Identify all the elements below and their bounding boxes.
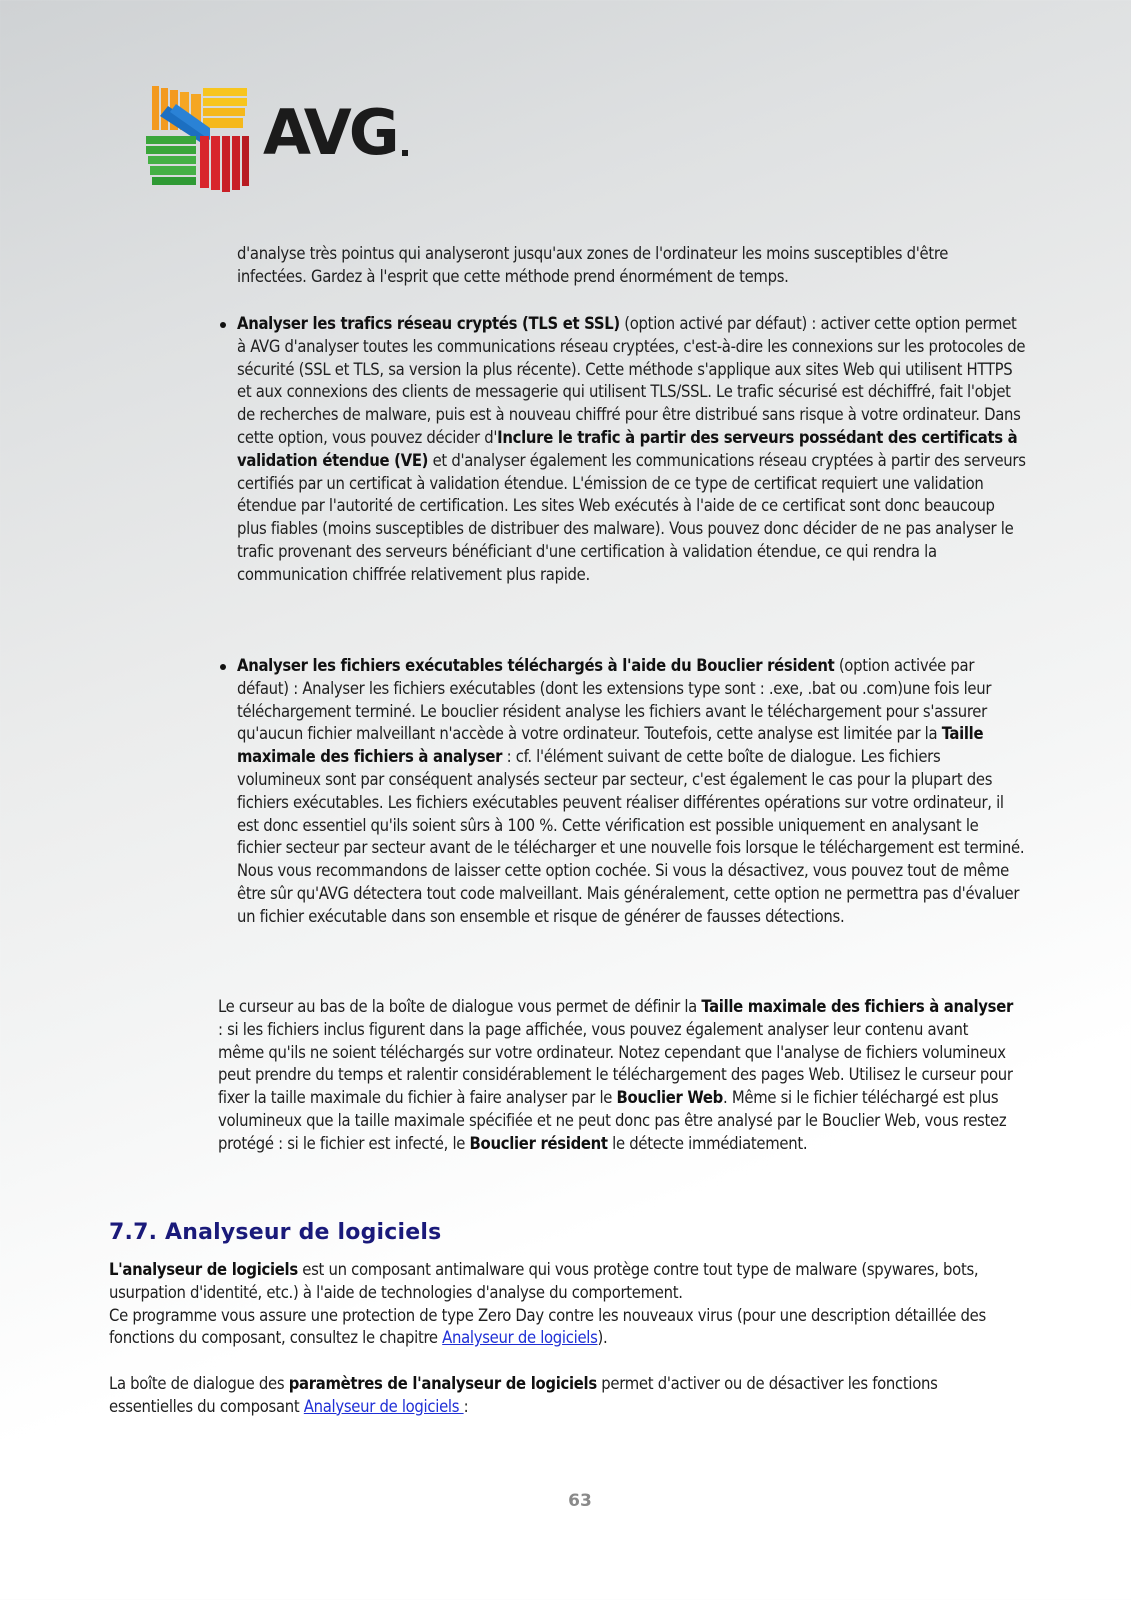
slider-paragraph-max-size: Taille maximale des fichiers à analyser xyxy=(701,997,1013,1016)
slider-paragraph xyxy=(218,996,1018,1156)
bullet-executables-text-c: : cf. l'élément suivant de cette boîte de dialogue. Les fichiers volumineux sont par conséquent analysés secteur par secteur, c'est également le cas pour la plupart des fichiers exécutables. Les fichiers exécutables peuvent réaliser différentes opérations sur votre ordinateur, il est donc essentiel qu'ils soient sûrs à 100 %. Cette vérification est possible uniquement en analysant le fichier secteur par secteur avant de le télécharger et une nouvelle fois lorsque le téléchargement est terminé. Nous vous recommandons de laisser cette option cochée. Si vous la désactivez, vous pouvez tout de même être sûr qu'AVG détectera tout code malveillant. Mais généralement, cette option ne permettra pas d'évaluer un fichier exécutable dans son ensemble et risque de générer de fausses détections. xyxy=(237,747,1025,926)
slider-paragraph-web-shield: Bouclier Web xyxy=(616,1088,724,1108)
logo-registered-mark xyxy=(402,150,408,156)
bullet-executables-text-a: (option activée par défaut) : Analyser les fichiers exécutables (dont les extensions type sont : .exe, .bat ou .com)une fois leur téléchargement terminé. Le bouclier résident analyse les fichiers avant le téléchargement pour s'assurer qu'aucun fichier malveillant n'accède à votre ordinateur. Toutefois, cette analyse est limitée par la xyxy=(237,656,992,744)
section-settings-paragraph xyxy=(109,1373,1019,1419)
bullet-tls-ssl-text-c: et d'analyser également les communications réseau cryptées à partir des serveurs certifiés par un certificat à validation étendue. L'émission de ce type de certificat requiert une validation étendue par l'autorité de certification. Les sites Web exécutés à l'aide de ce certificat sont donc beaucoup plus fiables (moins susceptibles de distribuer des malware). Vous pouvez donc décider de ne pas analyser le trafic provenant des serveurs bénéficiant d'une certification à validation étendue, ce qui rendra la communication chiffrée relativement plus rapide. xyxy=(237,450,1026,584)
section-heading: 7.7. Analyseur de logiciels xyxy=(109,1220,442,1245)
section-intro-bold: L'analyseur de logiciels xyxy=(109,1260,298,1279)
bullet-tls-ssl-text-a: (option activé par défaut) : activer cette option permet à AVG d'analyser toutes les communications réseau cryptées, c'est-à-dire les connexions sur les protocoles de sécurité (SSL et TLS, sa version la plus récente). Cette méthode s'applique aux sites Web qui utilisent HTTPS et aux connexions des clients de messagerie qui utilisent TLS/SSL. Le trafic sécurisé est déchiffré, fait l'objet de recherches de malware, puis est à nouveau chiffré pour être distribué sans risque à votre ordinateur. Dans cette option, vous pouvez décider d' xyxy=(237,314,1026,447)
bullet-list-2 xyxy=(237,655,1027,929)
section-intro-paragraph xyxy=(109,1259,1019,1350)
slider-paragraph-resident-shield: Bouclier résident xyxy=(469,1133,608,1153)
analyseur-logiciels-link-2[interactable]: Analyseur de logiciels xyxy=(303,1396,464,1416)
section-intro-text-c: Ce programme vous assure une protection de type Zero Day contre les nouveaux virus (pour une description détaillée des fonctions du composant, consultez le chapitre xyxy=(109,1305,986,1348)
slider-paragraph-text-c: : si les fichiers inclus figurent dans la page affichée, vous pouvez également analyser leur contenu avant même qu'ils ne soient téléchargés sur votre ordinateur. Notez cependant que l'analyse de fichiers volumineux peut prendre du temps et ralentir considérablement le téléchargement des pages Web. Utilisez le curseur pour fixer la taille maximale du fichier à faire analyser par le xyxy=(218,1019,1013,1108)
slider-paragraph-text-g: le détecte immédiatement. xyxy=(607,1133,808,1153)
section-settings-bold: paramètres de l'analyseur de logiciels xyxy=(288,1374,597,1393)
slider-paragraph-text-a: Le curseur au bas de la boîte de dialogue vous permet de définir la xyxy=(218,997,702,1016)
logo-wordmark: AVG xyxy=(263,96,397,169)
section-settings-text-a: La boîte de dialogue des xyxy=(109,1374,289,1393)
bullet-tls-ssl xyxy=(237,313,1027,587)
section-settings-text-d: : xyxy=(463,1396,469,1416)
slider-paragraph-text-e: . Même si le fichier téléchargé est plus volumineux que la taille maximale spécifiée et ne peut donc pas être analysé par le Bouclier Web, vous restez protégé : si le fichier est infecté, le xyxy=(218,1088,1007,1153)
analyseur-logiciels-link-1[interactable]: Analyseur de logiciels xyxy=(442,1328,598,1348)
section-intro-text-d: ). xyxy=(597,1328,608,1348)
bullet-executables xyxy=(237,655,1027,929)
bullet-executables-title: Analyser les fichiers exécutables téléchargés à l'aide du Bouclier résident xyxy=(237,656,835,675)
bullet-list-1 xyxy=(237,313,1027,587)
continued-paragraph: d'analyse très pointus qui analyseront jusqu'aux zones de l'ordinateur les moins susceptibles d'être infectées. Gardez à l'esprit que cette méthode prend énormément de temps. xyxy=(237,244,949,286)
bullet-tls-ssl-title: Analyser les trafics réseau cryptés (TLS et SSL) xyxy=(237,314,620,333)
section-intro-text-b: est un composant antimalware qui vous protège contre tout type de malware (spywares, bots, usurpation d'identité, etc.) à l'aide de technologies d'analyse du comportement. xyxy=(109,1260,979,1302)
page-number: 63 xyxy=(568,1491,592,1511)
bullet-executables-max-size: Taille maximale des fichiers à analyser xyxy=(237,724,984,767)
bullet-tls-ssl-option: Inclure le trafic à partir des serveurs possédant des certificats à validation étendue (VE) xyxy=(237,427,1018,470)
avg-logo-mark-icon xyxy=(146,86,254,194)
avg-logo xyxy=(146,86,416,196)
section-settings-text-c: permet d'activer ou de désactiver les fonctions essentielles du composant xyxy=(109,1374,938,1416)
